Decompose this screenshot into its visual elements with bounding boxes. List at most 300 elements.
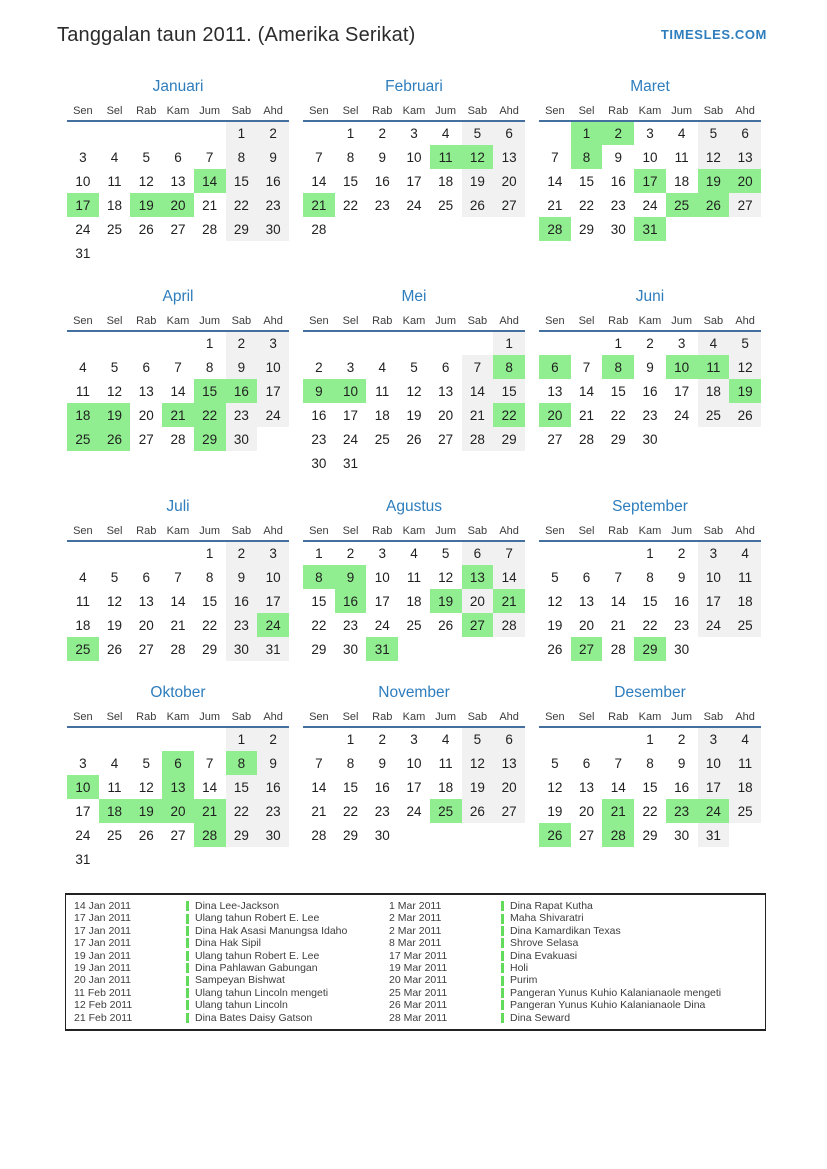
day-cell: 18 xyxy=(674,173,690,189)
week-row xyxy=(303,565,525,589)
week-row xyxy=(303,589,525,613)
day-cell: 30 xyxy=(226,427,258,451)
day-cell: 18 xyxy=(438,173,454,189)
day-cell: 12 xyxy=(107,593,123,609)
legend-entry xyxy=(74,912,389,924)
day-cell: 20 xyxy=(493,169,525,193)
day-header: Rab xyxy=(130,707,162,727)
day-cell: 11 xyxy=(107,173,122,189)
day-header-row xyxy=(67,101,289,121)
day-cell: 23 xyxy=(666,799,698,823)
day-cell: 5 xyxy=(551,569,559,585)
day-cell: 22 xyxy=(642,617,658,633)
day-header: Ahd xyxy=(257,101,289,121)
day-cell: 28 xyxy=(602,823,634,847)
month-juni xyxy=(539,285,761,451)
day-cell: 5 xyxy=(410,359,418,375)
legend-entry-marker xyxy=(186,1000,189,1010)
day-header: Ahd xyxy=(729,521,761,541)
legend-entry xyxy=(74,925,389,937)
day-cell: 6 xyxy=(162,751,194,775)
day-cell: 22 xyxy=(343,803,359,819)
day-cell: 15 xyxy=(493,379,525,403)
legend-entry-label: Ulang tahun Robert E. Lee xyxy=(195,949,320,962)
day-cell: 16 xyxy=(674,593,690,609)
day-cell: 30 xyxy=(257,823,289,847)
month-grid-mei xyxy=(303,311,525,475)
empty-cell xyxy=(130,121,162,145)
day-cell: 22 xyxy=(226,193,258,217)
day-cell: 6 xyxy=(493,727,525,751)
day-cell: 19 xyxy=(462,775,494,799)
day-header: Sen xyxy=(67,101,99,121)
day-cell: 19 xyxy=(130,799,162,823)
day-cell: 3 xyxy=(79,755,87,771)
week-row xyxy=(539,565,761,589)
day-cell: 19 xyxy=(729,379,761,403)
day-cell: 21 xyxy=(610,617,626,633)
day-cell: 24 xyxy=(75,221,91,237)
day-cell: 11 xyxy=(698,355,730,379)
day-cell: 12 xyxy=(698,145,730,169)
day-cell: 4 xyxy=(378,359,387,375)
day-cell: 21 xyxy=(311,803,327,819)
day-cell: 20 xyxy=(539,403,571,427)
legend-entry xyxy=(74,950,389,962)
day-cell: 17 xyxy=(343,407,359,423)
day-header: Sen xyxy=(539,311,571,331)
legend-entry-label: Ulang tahun Lincoln mengeti xyxy=(195,986,329,999)
day-cell: 14 xyxy=(493,565,525,589)
empty-cell xyxy=(729,217,761,241)
day-cell: 3 xyxy=(378,546,387,561)
day-header: Sab xyxy=(226,311,258,331)
day-header: Ahd xyxy=(493,311,525,331)
day-cell: 11 xyxy=(75,383,90,399)
week-row xyxy=(303,427,525,451)
day-header: Jum xyxy=(194,101,226,121)
day-cell: 26 xyxy=(138,827,154,843)
day-cell: 10 xyxy=(406,149,422,165)
day-cell: 16 xyxy=(257,169,289,193)
day-cell: 25 xyxy=(729,613,761,637)
day-header: Kam xyxy=(162,707,194,727)
day-cell: 8 xyxy=(571,145,603,169)
day-header: Sel xyxy=(571,311,603,331)
day-cell: 7 xyxy=(614,755,623,771)
day-cell: 12 xyxy=(138,173,154,189)
day-cell: 27 xyxy=(579,827,595,843)
day-cell: 19 xyxy=(99,403,131,427)
day-cell: 2 xyxy=(315,359,323,375)
day-cell: 20 xyxy=(493,775,525,799)
day-cell: 30 xyxy=(374,827,390,843)
day-cell: 2 xyxy=(226,331,258,355)
day-cell: 1 xyxy=(226,727,258,751)
month-grid-juni xyxy=(539,311,761,451)
day-cell: 24 xyxy=(257,403,289,427)
legend-entry-label: Dina Lee-Jackson xyxy=(195,900,280,912)
brand-link[interactable]: TIMESLES.COM xyxy=(660,27,767,42)
day-cell: 3 xyxy=(646,126,654,141)
day-cell: 8 xyxy=(602,355,634,379)
day-cell: 30 xyxy=(311,455,327,471)
month-grid-desember xyxy=(539,707,761,847)
day-cell: 22 xyxy=(579,197,595,213)
legend-entry-date: 26 Mar 2011 xyxy=(389,999,448,1012)
day-cell: 23 xyxy=(311,431,327,447)
legend-entry xyxy=(74,962,389,974)
empty-cell xyxy=(303,121,335,145)
day-cell: 18 xyxy=(75,617,91,633)
day-cell: 24 xyxy=(642,197,658,213)
empty-cell xyxy=(398,823,430,847)
day-header: Sen xyxy=(303,311,335,331)
month-title: November xyxy=(378,684,450,701)
day-cell: 7 xyxy=(205,755,214,771)
day-cell: 4 xyxy=(79,359,87,375)
day-cell: 20 xyxy=(138,617,154,633)
day-cell: 16 xyxy=(226,379,258,403)
day-cell: 20 xyxy=(438,407,454,423)
legend-entry-date: 20 Mar 2011 xyxy=(389,974,448,987)
day-cell: 25 xyxy=(666,193,698,217)
day-cell: 2 xyxy=(602,121,634,145)
day-cell: 10 xyxy=(75,173,91,189)
day-cell: 3 xyxy=(346,359,355,375)
day-cell: 11 xyxy=(674,149,689,165)
day-header: Jum xyxy=(194,311,226,331)
legend-entry-date: 20 Jan 2011 xyxy=(74,974,132,987)
legend-entry-marker xyxy=(186,914,189,924)
day-header: Sab xyxy=(698,101,730,121)
day-cell: 26 xyxy=(138,221,154,237)
week-row xyxy=(67,775,289,799)
day-cell: 10 xyxy=(67,775,99,799)
legend-column xyxy=(74,900,389,1024)
day-cell: 17 xyxy=(674,383,690,399)
day-cell: 12 xyxy=(462,751,494,775)
month-oktober xyxy=(67,681,289,871)
day-cell: 1 xyxy=(205,546,214,561)
week-row xyxy=(539,217,761,241)
day-cell: 8 xyxy=(646,755,654,771)
week-row xyxy=(67,799,289,823)
legend-entry-date: 19 Mar 2011 xyxy=(389,961,448,974)
week-row xyxy=(539,121,761,145)
day-header: Kam xyxy=(162,521,194,541)
month-grid-agustus xyxy=(303,521,525,661)
day-cell: 20 xyxy=(462,589,494,613)
month-title: Mei xyxy=(401,288,427,305)
empty-cell xyxy=(398,331,430,355)
day-header-row xyxy=(67,521,289,541)
week-row xyxy=(67,847,289,871)
empty-cell xyxy=(162,847,194,871)
day-header: Sen xyxy=(539,707,571,727)
week-row xyxy=(539,613,761,637)
empty-cell xyxy=(162,241,194,265)
day-cell: 14 xyxy=(311,779,327,795)
day-cell: 5 xyxy=(551,755,559,771)
day-cell: 21 xyxy=(303,193,335,217)
day-header: Sen xyxy=(539,101,571,121)
day-cell: 25 xyxy=(67,427,99,451)
day-cell: 28 xyxy=(579,431,595,447)
day-cell: 6 xyxy=(582,755,591,771)
day-cell: 6 xyxy=(462,541,494,565)
day-header: Rab xyxy=(602,707,634,727)
empty-cell xyxy=(130,331,162,355)
day-cell: 8 xyxy=(205,359,214,375)
empty-cell xyxy=(194,847,226,871)
day-cell: 12 xyxy=(138,779,154,795)
day-cell: 14 xyxy=(202,779,218,795)
month-grid-januari xyxy=(67,101,289,265)
day-cell: 18 xyxy=(107,197,123,213)
legend-entry-date: 12 Feb 2011 xyxy=(74,999,133,1012)
day-cell: 11 xyxy=(75,593,90,609)
day-cell: 27 xyxy=(462,613,494,637)
empty-cell xyxy=(462,637,494,661)
day-header: Sab xyxy=(226,707,258,727)
day-header: Sen xyxy=(67,707,99,727)
legend-entry-date: 1 Mar 2011 xyxy=(389,900,442,912)
week-row xyxy=(67,427,289,451)
day-cell: 2 xyxy=(257,121,289,145)
empty-cell xyxy=(257,241,289,265)
week-row xyxy=(303,613,525,637)
legend-entry-date: 14 Jan 2011 xyxy=(74,900,132,912)
day-cell: 11 xyxy=(430,145,462,169)
day-cell: 12 xyxy=(729,355,761,379)
day-cell: 8 xyxy=(346,149,355,165)
empty-cell xyxy=(493,451,525,475)
day-cell: 15 xyxy=(194,379,226,403)
day-cell: 7 xyxy=(205,149,214,165)
empty-cell xyxy=(462,823,494,847)
day-cell: 15 xyxy=(343,779,359,795)
day-cell: 17 xyxy=(698,775,730,799)
legend-entry-marker xyxy=(186,1013,189,1023)
day-cell: 29 xyxy=(226,823,258,847)
day-cell: 13 xyxy=(438,383,454,399)
legend-entry-marker xyxy=(501,1013,504,1023)
day-cell: 26 xyxy=(99,427,131,451)
day-cell: 29 xyxy=(311,641,327,657)
month-title: April xyxy=(162,288,194,305)
day-cell: 29 xyxy=(343,827,359,843)
week-row xyxy=(539,637,761,661)
day-cell: 31 xyxy=(257,637,289,661)
day-cell: 23 xyxy=(610,197,626,213)
day-cell: 26 xyxy=(547,641,563,657)
legend-entry-label: Pangeran Yunus Kuhio Kalanianaole Dina xyxy=(510,999,706,1012)
legend-entry xyxy=(74,999,389,1011)
day-header-row xyxy=(303,707,525,727)
day-header: Ahd xyxy=(729,101,761,121)
day-cell: 18 xyxy=(729,589,761,613)
day-cell: 1 xyxy=(226,121,258,145)
day-header: Ahd xyxy=(729,707,761,727)
day-cell: 24 xyxy=(343,431,359,447)
day-cell: 20 xyxy=(579,617,595,633)
page-title: Tanggalan taun 2011. (Amerika Serikat) xyxy=(57,24,416,46)
day-header-row xyxy=(303,311,525,331)
empty-cell xyxy=(303,331,335,355)
day-cell: 23 xyxy=(343,617,359,633)
day-cell: 21 xyxy=(202,197,218,213)
day-cell: 4 xyxy=(441,126,450,141)
legend-entry-date: 11 Feb 2011 xyxy=(74,986,132,999)
day-cell: 20 xyxy=(579,803,595,819)
day-header: Sab xyxy=(462,521,494,541)
day-header: Sab xyxy=(698,311,730,331)
legend-entry-label: Dina Hak Asasi Manungsa Idaho xyxy=(195,924,348,937)
day-header: Sab xyxy=(462,707,494,727)
empty-cell xyxy=(602,727,634,751)
month-maret xyxy=(539,75,761,241)
day-header: Sel xyxy=(99,521,131,541)
day-cell: 12 xyxy=(547,593,563,609)
day-header: Kam xyxy=(398,707,430,727)
day-header: Jum xyxy=(194,707,226,727)
day-header: Jum xyxy=(666,101,698,121)
day-header: Kam xyxy=(398,521,430,541)
day-cell: 3 xyxy=(677,336,686,351)
day-cell: 2 xyxy=(378,732,387,747)
legend-entry xyxy=(74,974,389,986)
day-cell: 3 xyxy=(410,732,418,747)
day-header: Sel xyxy=(571,101,603,121)
day-cell: 8 xyxy=(226,751,258,775)
empty-cell xyxy=(194,727,226,751)
week-row xyxy=(539,145,761,169)
day-cell: 7 xyxy=(551,149,559,165)
day-cell: 19 xyxy=(698,169,730,193)
day-header: Sel xyxy=(571,707,603,727)
day-header: Sel xyxy=(335,521,367,541)
day-cell: 27 xyxy=(438,431,454,447)
empty-cell xyxy=(99,121,131,145)
week-row xyxy=(67,613,289,637)
day-cell: 11 xyxy=(729,751,761,775)
week-row xyxy=(539,775,761,799)
empty-cell xyxy=(335,331,367,355)
empty-cell xyxy=(257,427,289,451)
day-cell: 15 xyxy=(579,173,595,189)
day-cell: 7 xyxy=(315,755,323,771)
day-header: Ahd xyxy=(493,521,525,541)
empty-cell xyxy=(539,121,571,145)
day-cell: 6 xyxy=(539,355,571,379)
day-cell: 9 xyxy=(303,379,335,403)
day-cell: 1 xyxy=(614,336,623,351)
day-header: Jum xyxy=(194,521,226,541)
day-cell: 9 xyxy=(226,355,258,379)
legend-entry xyxy=(389,900,765,912)
day-cell: 17 xyxy=(257,379,289,403)
day-cell: 15 xyxy=(642,779,658,795)
day-cell: 20 xyxy=(729,169,761,193)
day-cell: 21 xyxy=(547,197,563,213)
empty-cell xyxy=(430,451,462,475)
empty-cell xyxy=(162,727,194,751)
day-cell: 25 xyxy=(107,221,123,237)
week-row xyxy=(539,427,761,451)
week-row xyxy=(303,403,525,427)
week-row xyxy=(303,355,525,379)
day-cell: 22 xyxy=(642,803,658,819)
day-cell: 16 xyxy=(374,779,390,795)
day-cell: 23 xyxy=(257,799,289,823)
day-cell: 5 xyxy=(698,121,730,145)
month-grid-april xyxy=(67,311,289,451)
empty-cell xyxy=(666,427,698,451)
day-cell: 30 xyxy=(343,641,359,657)
month-grid-september xyxy=(539,521,761,661)
day-cell: 18 xyxy=(374,407,390,423)
legend-entry-label: Shrove Selasa xyxy=(510,937,579,950)
day-cell: 5 xyxy=(110,359,119,375)
week-row xyxy=(303,823,525,847)
day-cell: 8 xyxy=(303,565,335,589)
empty-cell xyxy=(698,637,730,661)
day-cell: 17 xyxy=(67,193,99,217)
day-cell: 23 xyxy=(374,197,390,213)
day-cell: 10 xyxy=(406,755,422,771)
day-header-row xyxy=(539,707,761,727)
day-header: Rab xyxy=(130,101,162,121)
day-cell: 4 xyxy=(110,755,119,771)
empty-cell xyxy=(571,541,603,565)
month-title: Januari xyxy=(152,78,204,95)
day-cell: 29 xyxy=(194,427,226,451)
legend-entry-date: 17 Mar 2011 xyxy=(389,949,448,962)
legend-entry-label: Sampeyan Bishwat xyxy=(195,974,285,987)
empty-cell xyxy=(366,217,398,241)
day-cell: 7 xyxy=(174,569,182,585)
day-cell: 17 xyxy=(374,593,390,609)
month-april xyxy=(67,285,289,451)
day-header: Rab xyxy=(366,101,398,121)
day-header: Kam xyxy=(162,311,194,331)
week-row xyxy=(539,589,761,613)
day-header: Rab xyxy=(366,311,398,331)
day-cell: 22 xyxy=(610,407,626,423)
empty-cell xyxy=(130,241,162,265)
day-cell: 14 xyxy=(311,173,327,189)
day-cell: 10 xyxy=(698,565,730,589)
day-cell: 16 xyxy=(674,779,690,795)
day-cell: 16 xyxy=(226,589,258,613)
legend-entry xyxy=(389,987,765,999)
week-row xyxy=(303,541,525,565)
empty-cell xyxy=(303,727,335,751)
day-cell: 16 xyxy=(335,589,367,613)
day-cell: 31 xyxy=(343,455,359,471)
month-januari xyxy=(67,75,289,265)
day-header: Rab xyxy=(366,521,398,541)
month-title: September xyxy=(612,498,688,515)
empty-cell xyxy=(226,241,258,265)
day-cell: 6 xyxy=(142,569,151,585)
empty-cell xyxy=(571,727,603,751)
day-cell: 27 xyxy=(547,431,563,447)
day-header: Sen xyxy=(67,311,99,331)
week-row xyxy=(539,541,761,565)
legend-entry xyxy=(389,962,765,974)
